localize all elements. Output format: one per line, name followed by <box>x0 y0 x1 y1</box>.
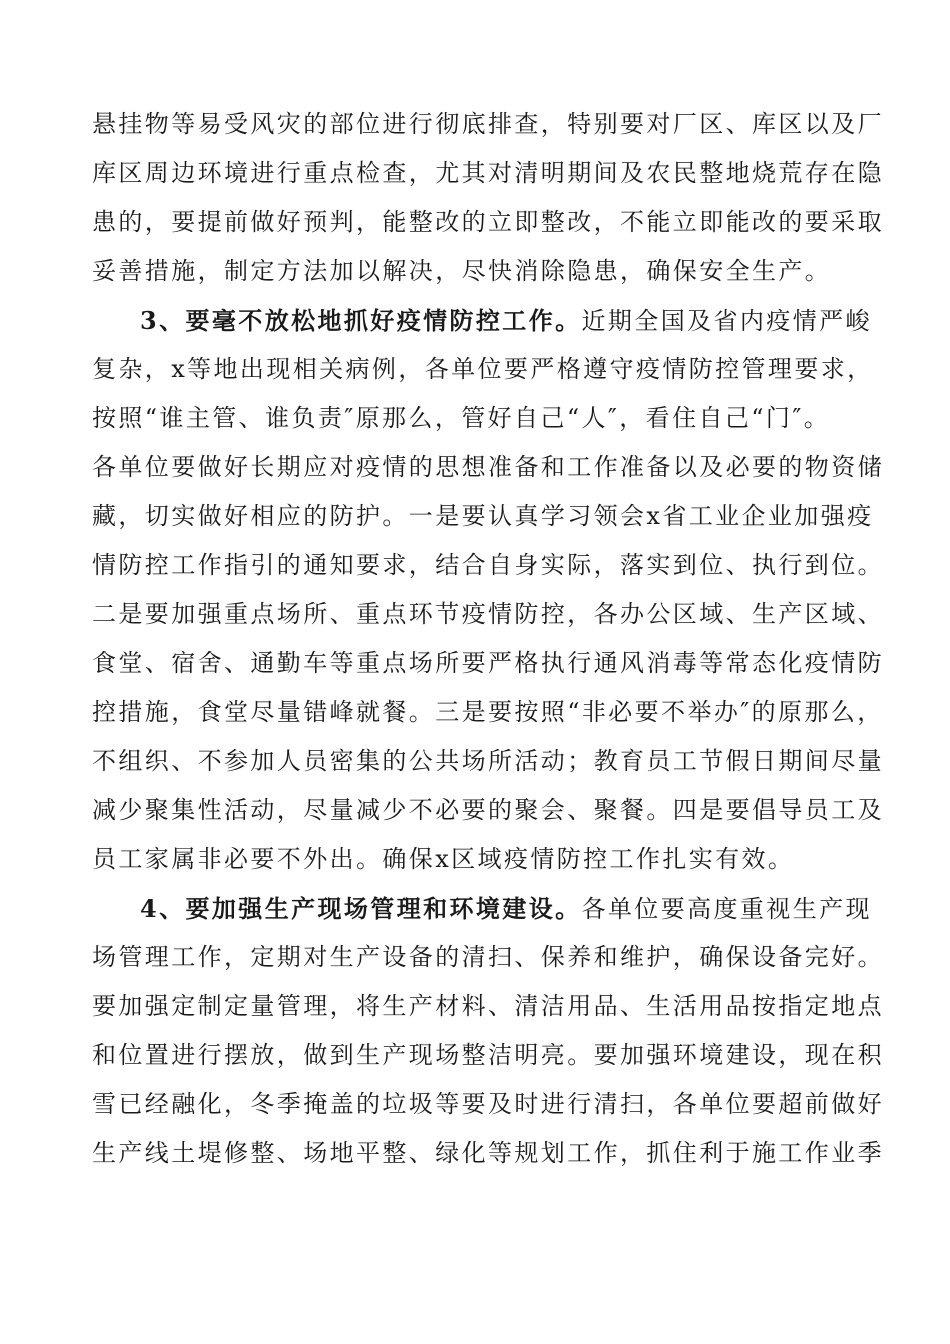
section-heading-3: 3、要毫不放松地抓好疫情防控工作。 <box>140 306 582 335</box>
paragraph-line: 情防控工作指引的通知要求，结合自身实际，落实到位、执行到位。 <box>92 551 884 579</box>
paragraph-2 <box>92 296 882 884</box>
paragraph-line: 患的，要提前做好预判，能整改的立即整改，不能立即能改的要采取 <box>92 208 884 236</box>
paragraph-line: 悬挂物等易受风灾的部位进行彻底排查，特别要对厂区、库区以及厂 <box>92 110 884 138</box>
document-body <box>92 100 882 1178</box>
paragraph-line: 复杂，x等地出现相关病例，各单位要严格遵守疫情防控管理要求， <box>92 355 874 383</box>
paragraph-line: 各单位要做好长期应对疫情的思想准备和工作准备以及必要的物资储 <box>92 453 884 481</box>
paragraph-line: 库区周边环境进行重点检查，尤其对清明期间及农民整地烧荒存在隐 <box>92 159 884 187</box>
paragraph-line: 二是要加强重点场所、重点环节疫情防控，各办公区域、生产区域、 <box>92 600 884 628</box>
paragraph-1 <box>92 100 882 296</box>
paragraph-3 <box>92 884 882 1178</box>
paragraph-line: 减少聚集性活动，尽量减少不必要的聚会、聚餐。四是要倡导员工及 <box>92 796 884 824</box>
paragraph-text: 近期全国及省内疫情严峻 <box>581 307 872 335</box>
paragraph-line: 妥善措施，制定方法加以解决，尽快消除隐患，确保安全生产。 <box>92 257 832 285</box>
paragraph-line: 员工家属非必要不外出。确保x区域疫情防控工作扎实有效。 <box>92 845 795 873</box>
paragraph-line: 不组织、不参加人员密集的公共场所活动；教育员工节假日期间尽量 <box>92 747 884 775</box>
paragraph-first-line <box>92 884 882 933</box>
paragraph-line: 场管理工作，定期对生产设备的清扫、保养和维护，确保设备完好。 <box>92 943 884 971</box>
section-heading-4: 4、要加强生产现场管理和环境建设。 <box>140 894 582 923</box>
paragraph-text: 各单位要高度重视生产现 <box>581 895 872 923</box>
paragraph-line: 和位置进行摆放，做到生产现场整洁明亮。要加强环境建设，现在积 <box>92 1041 884 1069</box>
paragraph-line: 要加强定制定量管理，将生产材料、清洁用品、生活用品按指定地点 <box>92 992 884 1020</box>
paragraph-line: 藏，切实做好相应的防护。一是要认真学习领会x省工业企业加强疫 <box>92 502 874 530</box>
paragraph-line: 雪已经融化，冬季掩盖的垃圾等要及时进行清扫，各单位要超前做好 <box>92 1090 884 1118</box>
paragraph-line: 食堂、宿舍、通勤车等重点场所要严格执行通风消毒等常态化疫情防 <box>92 649 884 677</box>
paragraph-line: 控措施，食堂尽量错峰就餐。三是要按照“非必要不举办″的原那么， <box>92 698 884 726</box>
paragraph-first-line <box>92 296 882 345</box>
paragraph-line: 生产线土堤修整、场地平整、绿化等规划工作，抓住利于施工作业季 <box>92 1139 884 1167</box>
paragraph-line: 按照“谁主管、谁负责″原那么，管好自己“人″，看住自己“门″。 <box>92 404 831 432</box>
